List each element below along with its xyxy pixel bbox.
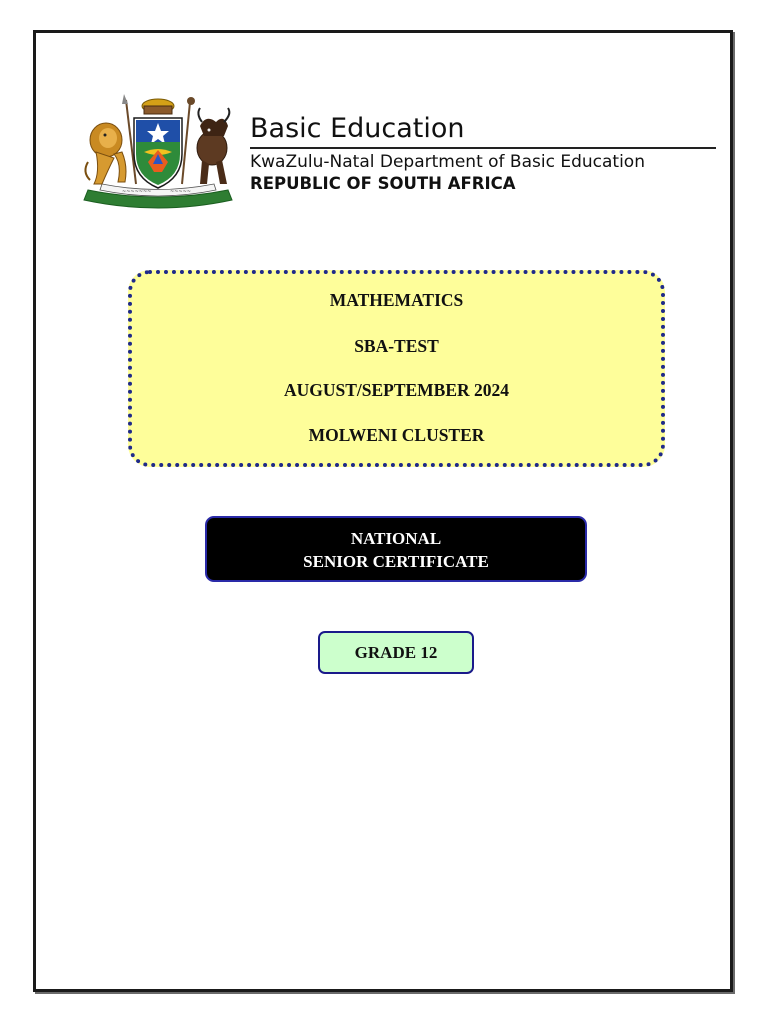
subject-title: MATHEMATICS bbox=[329, 290, 464, 310]
cluster-name: MOLWENI CLUSTER bbox=[308, 425, 485, 445]
org-subtitle: KwaZulu-Natal Department of Basic Education bbox=[250, 152, 645, 172]
department-header bbox=[78, 92, 718, 212]
coat-of-arms-icon bbox=[78, 92, 238, 212]
organisation-block bbox=[250, 114, 716, 195]
svg-text:~~~~~~~: ~~~~~~~ bbox=[122, 189, 152, 195]
svg-text:~~~~~: ~~~~~ bbox=[170, 189, 191, 195]
subject-box bbox=[128, 270, 665, 467]
exam-session: AUGUST/SEPTEMBER 2024 bbox=[283, 380, 510, 400]
certificate-line-2: SENIOR CERTIFICATE bbox=[303, 552, 489, 571]
org-title: Basic Education bbox=[250, 114, 716, 149]
certificate-line-1: NATIONAL bbox=[350, 529, 442, 548]
certificate-banner bbox=[205, 516, 587, 582]
grade-badge: GRADE 12 bbox=[318, 631, 474, 674]
assessment-type: SBA-TEST bbox=[354, 336, 439, 356]
country-name: REPUBLIC OF SOUTH AFRICA bbox=[250, 174, 516, 193]
